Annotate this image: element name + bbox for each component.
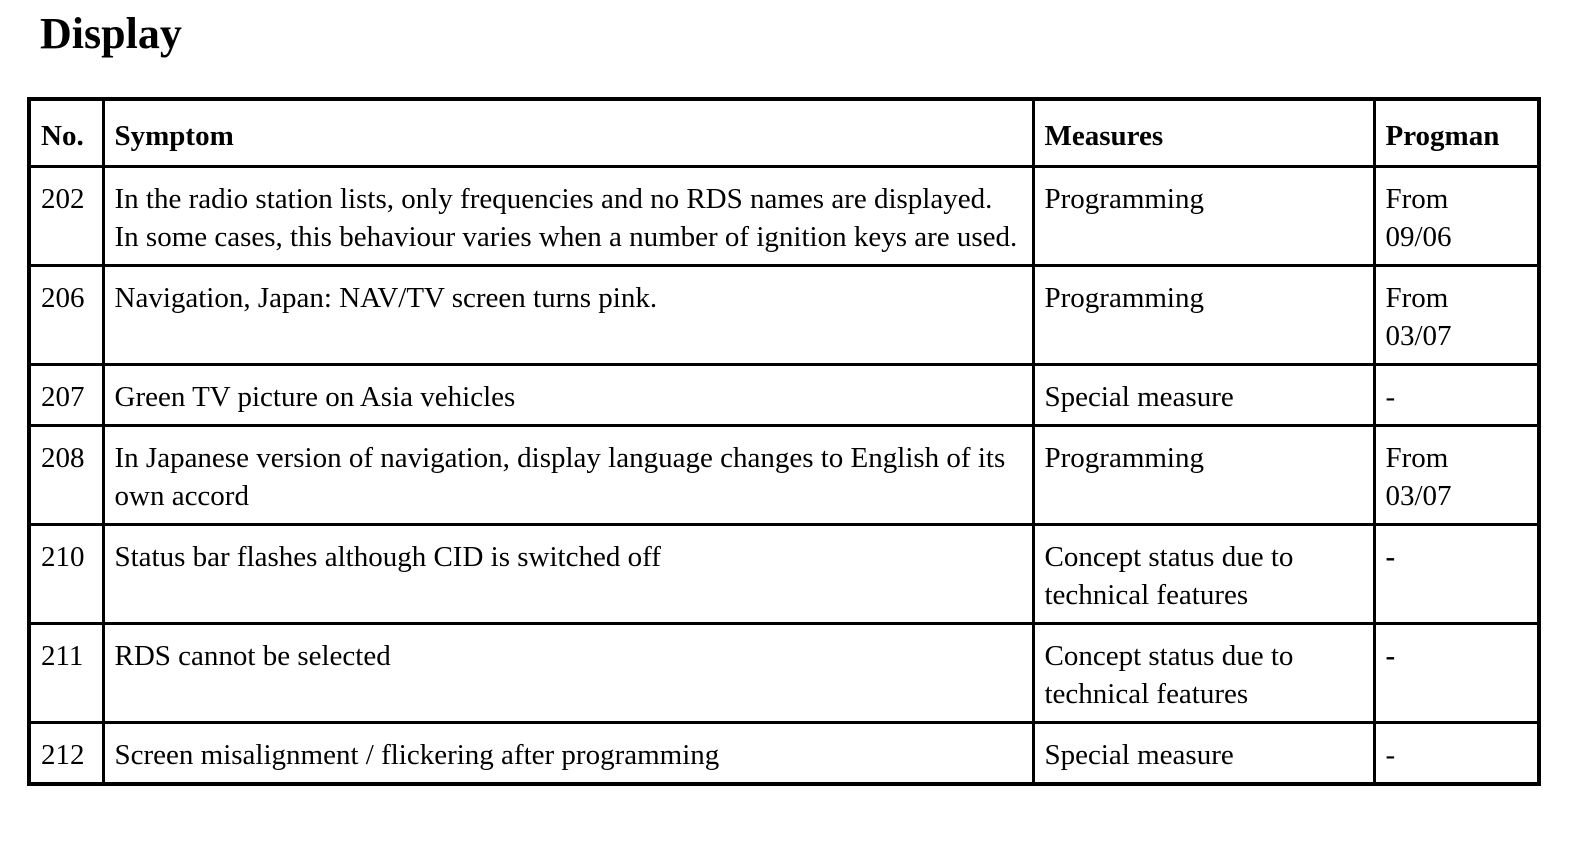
cell-progman: -: [1374, 723, 1539, 785]
column-header-symptom: Symptom: [103, 99, 1033, 167]
column-header-measures: Measures: [1033, 99, 1374, 167]
cell-measures: Programming: [1033, 266, 1374, 365]
symptom-table: [27, 97, 1541, 786]
cell-progman: From 03/07: [1374, 426, 1539, 525]
column-header-progman: Progman: [1374, 99, 1539, 167]
cell-no: 202: [29, 167, 103, 266]
cell-measures: Concept status due to technical features: [1033, 525, 1374, 624]
page-title: Display: [40, 9, 182, 58]
cell-no: 206: [29, 266, 103, 365]
table-row: [29, 167, 1539, 266]
cell-symptom: Screen misalignment / flickering after programming: [103, 723, 1033, 785]
cell-no: 207: [29, 365, 103, 426]
cell-no: 212: [29, 723, 103, 785]
table-header-row: [29, 99, 1539, 167]
cell-measures: Concept status due to technical features: [1033, 624, 1374, 723]
table-row: [29, 365, 1539, 426]
cell-measures: Special measure: [1033, 365, 1374, 426]
column-header-no: No.: [29, 99, 103, 167]
cell-measures: Special measure: [1033, 723, 1374, 785]
cell-progman: From 03/07: [1374, 266, 1539, 365]
cell-measures: Programming: [1033, 167, 1374, 266]
cell-symptom: In the radio station lists, only frequencies and no RDS names are displayed. In some cases, this behaviour varies when a number of ignition keys are used.: [103, 167, 1033, 266]
cell-progman: From 09/06: [1374, 167, 1539, 266]
cell-no: 210: [29, 525, 103, 624]
cell-symptom: RDS cannot be selected: [103, 624, 1033, 723]
cell-progman: -: [1374, 624, 1539, 723]
cell-symptom: Navigation, Japan: NAV/TV screen turns pink.: [103, 266, 1033, 365]
cell-symptom: Status bar flashes although CID is switched off: [103, 525, 1033, 624]
table-row: [29, 624, 1539, 723]
cell-no: 208: [29, 426, 103, 525]
cell-measures: Programming: [1033, 426, 1374, 525]
cell-progman: -: [1374, 525, 1539, 624]
cell-no: 211: [29, 624, 103, 723]
cell-symptom: In Japanese version of navigation, display language changes to English of its own accord: [103, 426, 1033, 525]
table-row: [29, 525, 1539, 624]
table-row: [29, 266, 1539, 365]
table-row: [29, 723, 1539, 785]
cell-progman: -: [1374, 365, 1539, 426]
table-row: [29, 426, 1539, 525]
cell-symptom: Green TV picture on Asia vehicles: [103, 365, 1033, 426]
